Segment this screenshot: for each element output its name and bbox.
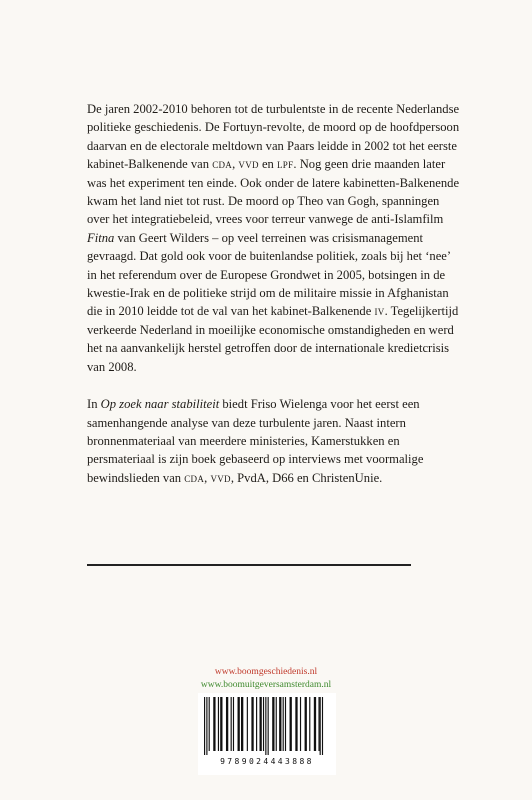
barcode-bar <box>226 697 228 751</box>
publisher-links <box>0 666 532 691</box>
party-cda: cda <box>184 470 205 485</box>
barcode-bar <box>322 697 323 755</box>
summary-text: . Tegelijkertijd verkeerde Nederland in moeilijke economische omstandigheden en werd het na aanvankelijk herstel getroffen door de internationale kredietcrisis van 2008. <box>87 304 459 374</box>
party-cda: cda <box>212 157 233 172</box>
book-text: biedt Friso Wielenga voor het eerst een samenhangende analyse van deze turbulente jaren. Naast intern bronnenmateriaal van meerdere ministeries, Kamerstukken en persmateriaal is zijn boek gebaseerd op interviews met voormalige bewindslieden van <box>87 397 424 485</box>
barcode-bar <box>283 697 284 751</box>
summary-text: en <box>258 157 277 172</box>
barcode-bar <box>218 697 219 751</box>
barcode-bar <box>265 697 266 755</box>
barcode-bar <box>268 697 269 755</box>
isbn-number: 9789024443888 <box>220 757 314 766</box>
barcode-bar <box>263 697 264 751</box>
film-title: Fitna <box>87 230 115 245</box>
site-link-boomuitgevers[interactable]: www.boomuitgeversamsterdam.nl <box>200 679 332 690</box>
book-text: In <box>87 397 101 412</box>
barcode-bar <box>233 697 234 751</box>
barcode-bar <box>300 697 301 751</box>
isbn-barcode <box>198 693 336 775</box>
party-vvd: vvd <box>238 157 259 172</box>
barcode-bar <box>320 697 321 755</box>
barcode-bar <box>279 697 281 751</box>
barcode-bar <box>272 697 274 751</box>
barcode-bar <box>314 697 316 751</box>
barcode-bar <box>285 697 286 751</box>
barcode-bar <box>209 697 210 751</box>
barcode-bar <box>247 697 248 751</box>
barcode-bar <box>305 697 307 751</box>
barcode-bar <box>213 697 215 751</box>
summary-paragraph <box>87 100 463 376</box>
barcode-bar <box>238 697 240 751</box>
book-text: , <box>204 470 211 485</box>
summary-text: . Nog geen drie maanden later was het experiment ten einde. Ook onder de latere kabinetten-Balkenende kwam het land niet tot rust. De moord op Theo van Gogh, spanningen over het integratiebeleid, vrees voor terreur vanwege de anti-Islamfilm <box>87 157 460 227</box>
cabinet-number: iv <box>374 304 385 319</box>
barcode-bar <box>231 697 232 751</box>
barcode-bar <box>206 697 207 755</box>
barcode-bar <box>256 697 257 751</box>
book-text: , PvdA, D66 en ChristenUnie. <box>230 470 383 485</box>
summary-text: , <box>232 157 239 172</box>
barcode-bar <box>318 697 319 751</box>
site-link-boomgeschiedenis[interactable]: www.boomgeschiedenis.nl <box>214 667 318 677</box>
barcode-bar <box>241 697 243 751</box>
back-cover-text <box>87 100 463 487</box>
party-vvd: vvd <box>210 470 231 485</box>
barcode-bar <box>276 697 277 751</box>
barcode-bars <box>198 693 336 757</box>
book-paragraph <box>87 395 463 487</box>
barcode-bar <box>204 697 205 755</box>
barcode-bar <box>259 697 261 751</box>
divider-rule <box>87 564 411 566</box>
barcode-bar <box>295 697 297 751</box>
barcode-bar <box>251 697 253 751</box>
barcode-bar <box>290 697 292 751</box>
summary-text: De jaren 2002-2010 behoren tot de turbulentste in de recente Nederlandse politieke geschiedenis. De Fortuyn-revolte, de moord op de hoofdpersoon daarvan en de electorale meltdown van Paars leidde in 2002 tot het eerste kabinet-Balkenende van <box>87 102 460 172</box>
barcode-bar <box>220 697 222 751</box>
party-lpf: lpf <box>276 157 294 172</box>
summary-text: van Geert Wilders – op veel terreinen was crisismanagement gevraagd. Dat gold ook voor de buitenlandse politiek, zoals bij het ‘nee’ in het referendum over de Europese Grondwet in 2005, botsingen in de kwestie-Irak en de politieke strijd om de militaire missie in Afghanistan die in 2010 leidde tot de val van het kabinet-Balkenende <box>87 230 451 319</box>
book-title: Op zoek naar stabiliteit <box>100 397 220 412</box>
barcode-bar <box>309 697 310 751</box>
